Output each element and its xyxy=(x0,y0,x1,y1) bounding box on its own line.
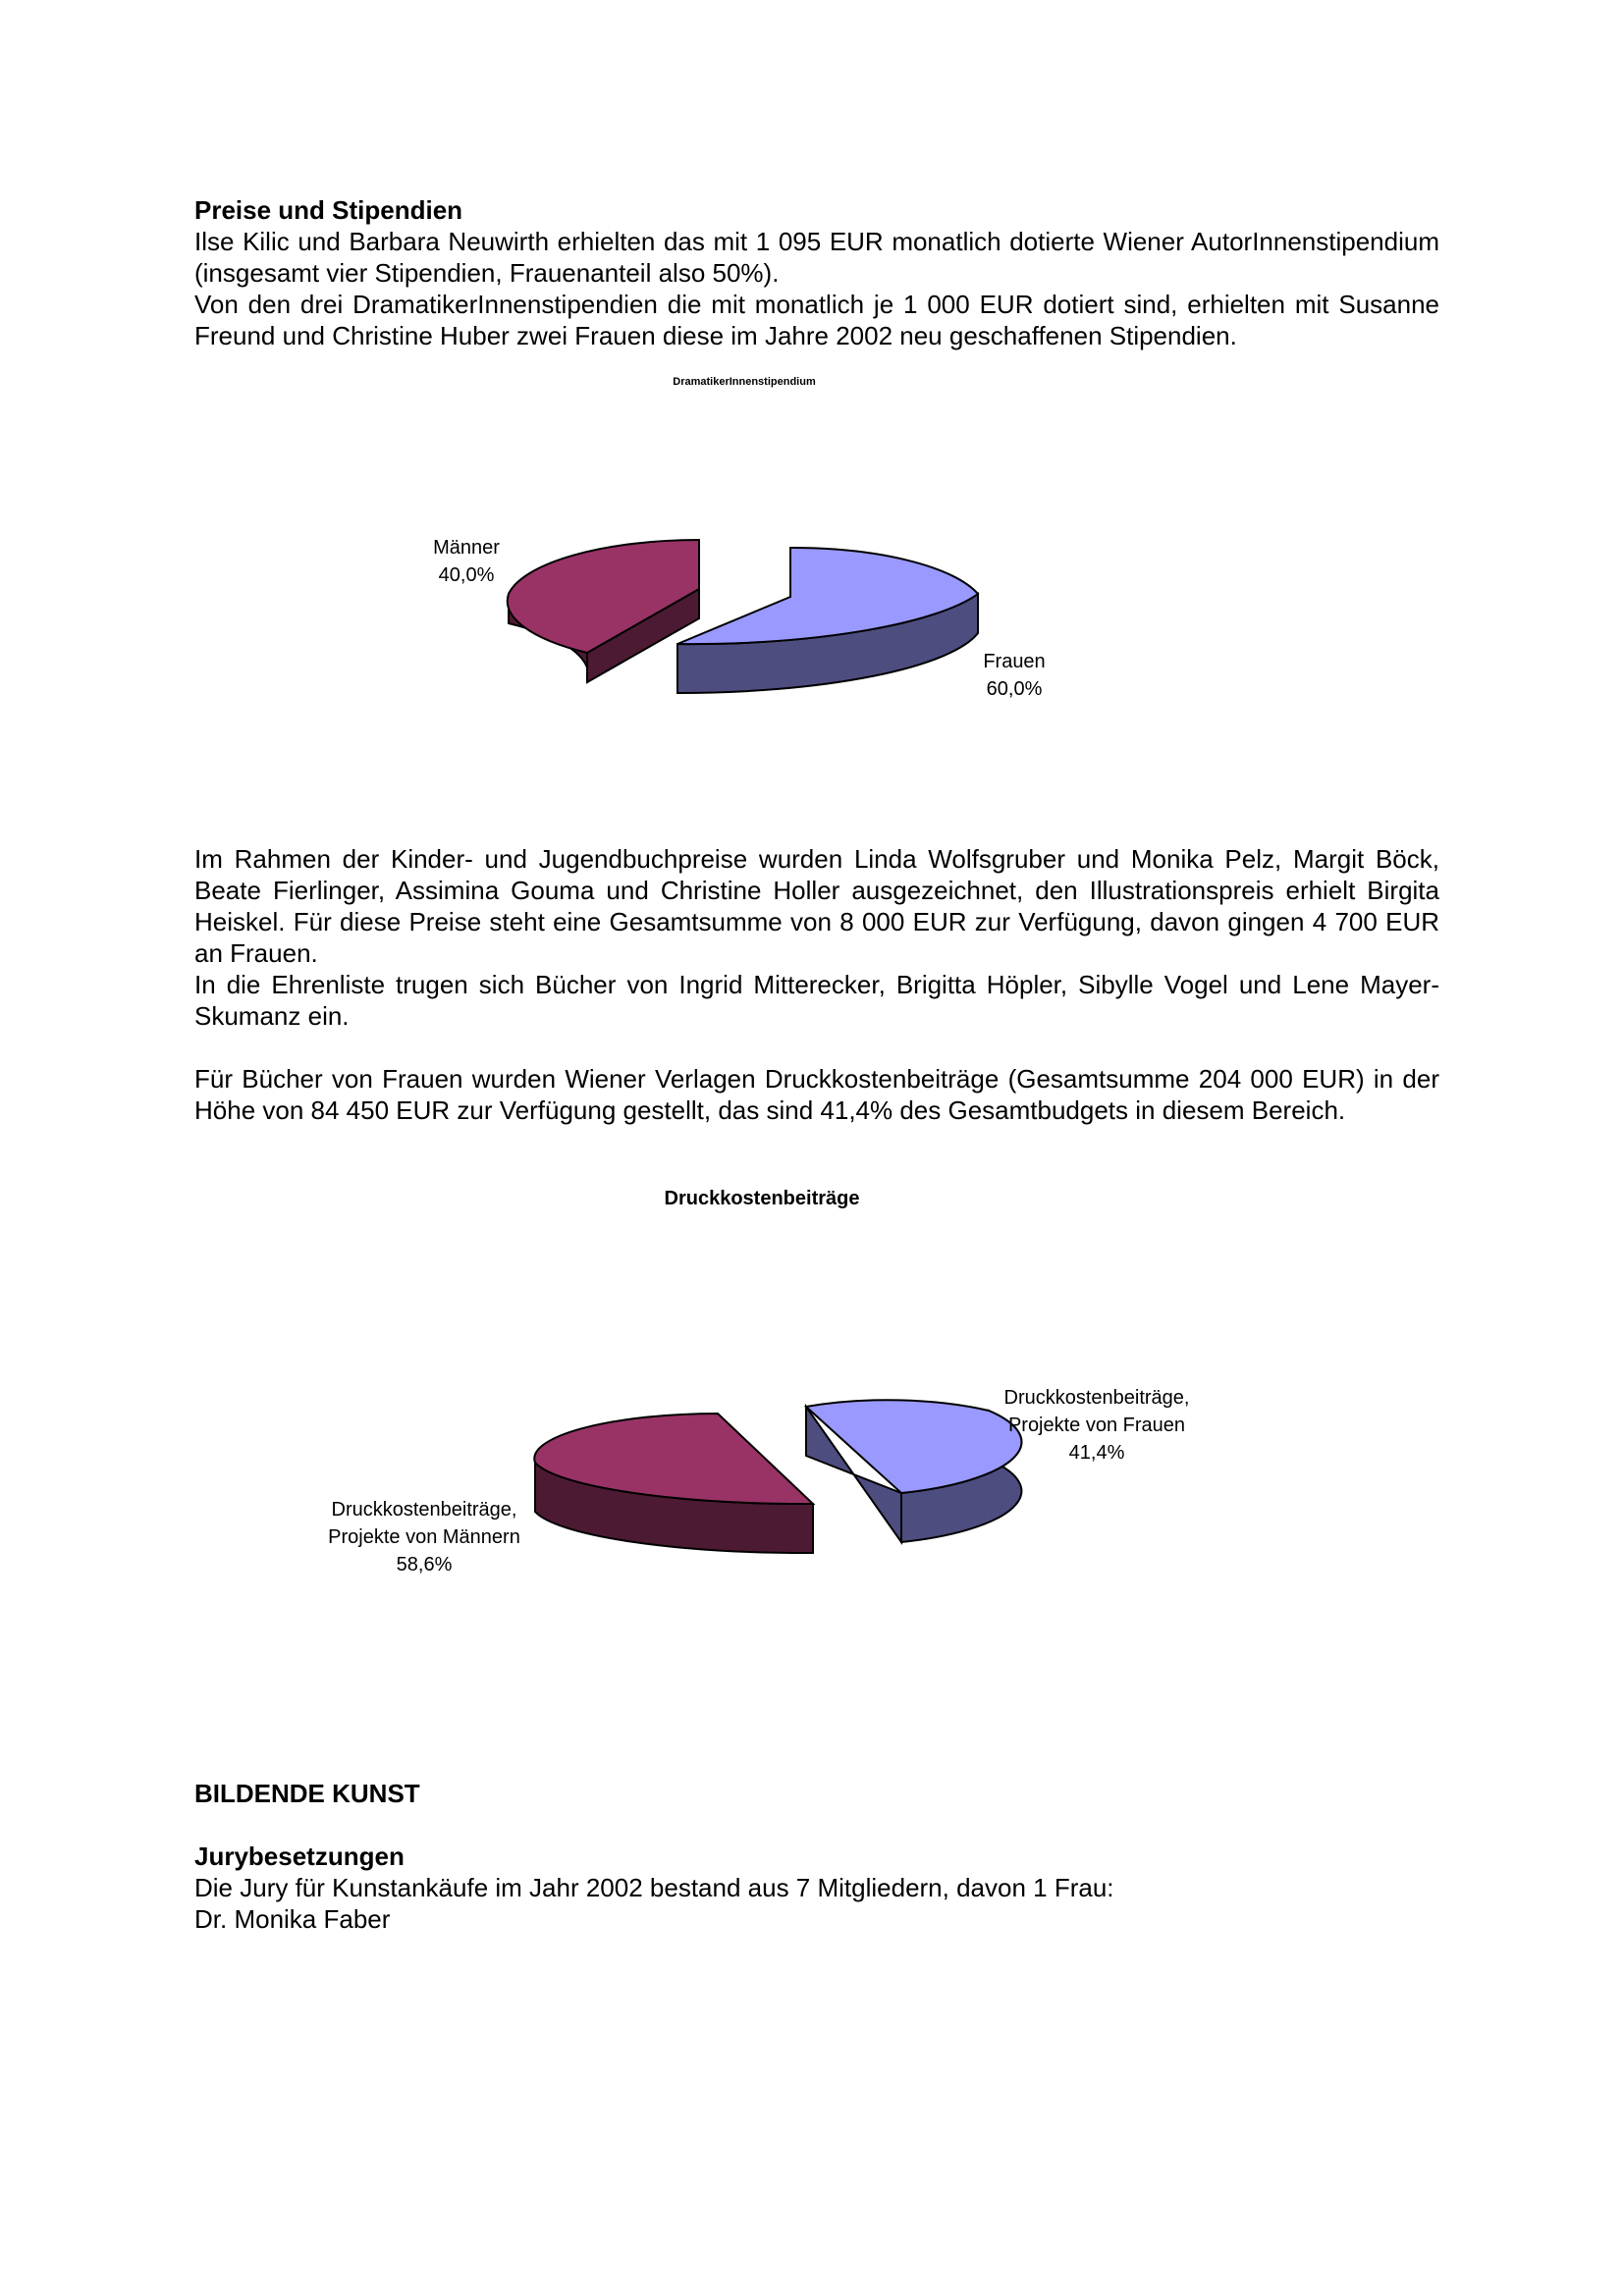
chart-title: DramatikerInnenstipendium xyxy=(673,376,816,388)
subheading-jurybesetzungen: Jurybesetzungen xyxy=(194,1842,405,1871)
section-kinderbuchpreise xyxy=(194,843,1439,1126)
slice-label-maenner-line1: Druckkostenbeiträge, xyxy=(331,1499,517,1521)
pie-slice-maenner xyxy=(508,540,699,682)
paragraph-spacer xyxy=(194,1032,1439,1063)
paragraph-druckkosten: Für Bücher von Frauen wurden Wiener Verlagen Druckkostenbeiträge (Gesamtsumme 204 000 EUR) in der Höhe von 84 450 EUR zur Verfügung gestellt, das sind 41,4% des Gesamtbudgets in diesem Bereich. xyxy=(194,1064,1439,1125)
paragraph-kinderbuchpreise: Im Rahmen der Kinder- und Jugendbuchpreise wurden Linda Wolfsgruber und Monika Pelz, Margit Böck, Beate Fierlinger, Assimina Gouma und Christine Holler ausgezeichnet, den Illustrationspreis erhielt Birgita Heiskel. Für diese Preise steht eine Gesamtsumme von 8 000 EUR zur Verfügung, davon gingen 4 700 EUR an Frauen. xyxy=(194,844,1439,968)
chart-druckkostenbeitraege xyxy=(0,1178,1623,1590)
slice-value-maenner: 58,6% xyxy=(396,1554,453,1575)
section-heading-bildende-kunst: BILDENDE KUNST xyxy=(194,1779,420,1808)
paragraph-jury: Die Jury für Kunstankäufe im Jahr 2002 bestand aus 7 Mitgliedern, davon 1 Frau: xyxy=(194,1873,1114,1902)
slice-value-frauen: 60,0% xyxy=(986,678,1043,700)
paragraph-ehrenliste: In die Ehrenliste trugen sich Bücher von Ingrid Mitterecker, Brigitta Höpler, Sibylle Vogel und Lene Mayer-Skumanz ein. xyxy=(194,970,1439,1031)
slice-value-maenner: 40,0% xyxy=(438,564,495,586)
paragraph-jury-member: Dr. Monika Faber xyxy=(194,1904,391,1934)
slice-label-frauen: Frauen xyxy=(983,651,1046,672)
pie-slice-maenner xyxy=(534,1414,813,1553)
paragraph-spacer xyxy=(194,1809,1439,1841)
paragraph-dramatikerinnenstipendien: Von den drei DramatikerInnenstipendien die mit monatlich je 1 000 EUR dotiert sind, erhielten mit Susanne Freund und Christine Huber zwei Frauen diese im Jahre 2002 neu geschaffenen Stipendien. xyxy=(194,290,1439,350)
pie-slice-frauen xyxy=(806,1400,1021,1542)
paragraph-autorinnenstipendium: Ilse Kilic und Barbara Neuwirth erhielten das mit 1 095 EUR monatlich dotierte Wiener AutorInnenstipendium (insgesamt vier Stipendien, Frauenanteil also 50%). xyxy=(194,227,1439,288)
section-bildende-kunst xyxy=(194,1778,1439,1935)
slice-label-maenner: Männer xyxy=(433,537,500,559)
section-preise xyxy=(194,194,1439,351)
section-heading-preise: Preise und Stipendien xyxy=(194,195,463,225)
chart-dramatikerinnenstipendium xyxy=(0,363,1623,736)
pie-slice-frauen xyxy=(677,548,978,693)
slice-label-frauen-line2: Projekte von Frauen xyxy=(1007,1415,1186,1436)
slice-value-frauen: 41,4% xyxy=(1068,1442,1125,1464)
slice-label-frauen-line1: Druckkostenbeiträge, xyxy=(1003,1387,1190,1409)
slice-label-maenner-line2: Projekte von Männern xyxy=(328,1526,520,1548)
chart-title: Druckkostenbeiträge xyxy=(664,1188,860,1209)
